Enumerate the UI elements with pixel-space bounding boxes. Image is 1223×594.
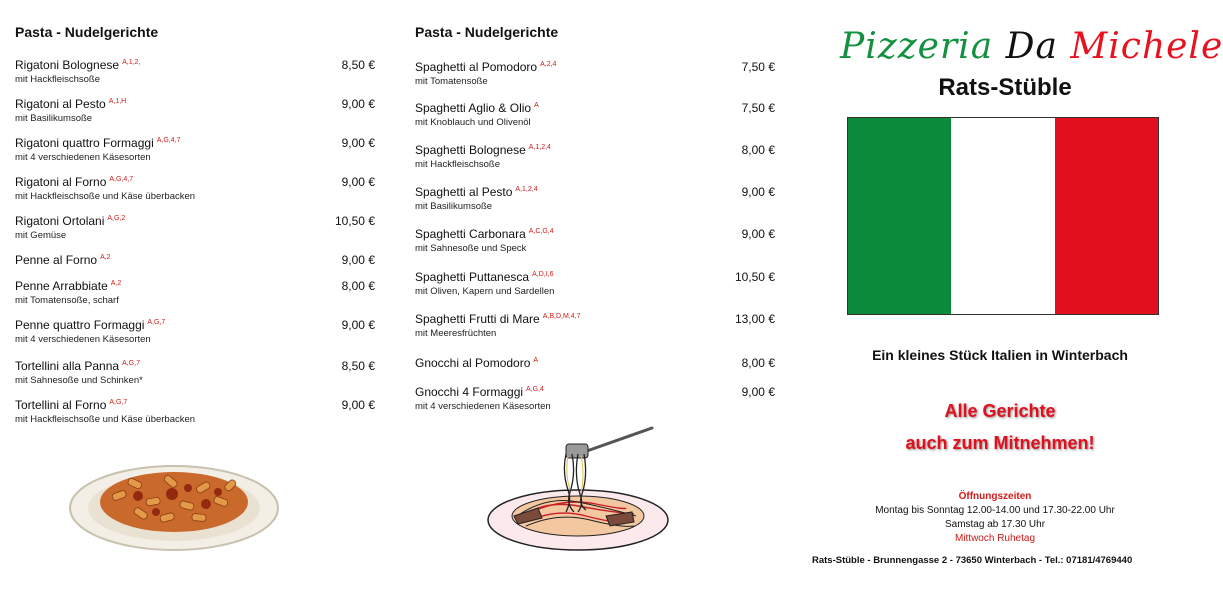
menu-item-name: Spaghetti al Pesto $^{A,1,2,4}$ — [415, 185, 538, 199]
menu-item-name: Rigatoni al Pesto $^{A,1,H}$ — [15, 97, 127, 111]
menu-item-price: 7,50 € — [741, 101, 775, 115]
menu-item — [415, 185, 775, 219]
allergen-codes: A,D,I,6 — [532, 271, 554, 278]
allergen-codes: A,G,2 — [107, 215, 126, 222]
allergen-codes: A,1,2,4 — [528, 144, 551, 151]
menu-item-price: 9,00 € — [341, 97, 375, 111]
flag-stripe-white — [951, 118, 1054, 314]
menu-item-description: mit Sahnesoße und Schinken* — [15, 375, 143, 386]
menu-item-price: 8,50 € — [341, 58, 375, 72]
hours-line-weekdays: Montag bis Sonntag 12.00-14.00 und 17.30-22.00 Uhr — [875, 505, 1115, 516]
menu-item-description: mit Basilikumsoße — [15, 113, 93, 124]
menu-item — [15, 97, 375, 131]
section-title: Pasta - Nudelgerichte — [15, 24, 159, 40]
hours-line-closed: Mittwoch Ruhetag — [954, 533, 1036, 544]
rigatoni-plate-photo — [68, 458, 280, 552]
menu-item-name: Spaghetti Bolognese $^{A,1,2,4}$ — [415, 143, 551, 157]
menu-item-price: 9,00 € — [341, 175, 375, 189]
menu-item-name: Spaghetti Aglio & Olio $^A$ — [415, 101, 539, 115]
allergen-codes: A,C,G,4 — [528, 228, 554, 235]
allergen-codes: A,G,7 — [109, 399, 128, 406]
menu-item-name: Gnocchi al Pomodoro $^A$ — [415, 356, 539, 370]
menu-item — [15, 175, 375, 209]
menu-item-price: 9,00 € — [741, 185, 775, 199]
menu-item — [415, 385, 775, 419]
menu-item-price: 9,00 € — [741, 227, 775, 241]
menu-item-price: 9,00 € — [341, 253, 375, 267]
menu-item-price: 8,00 € — [741, 356, 775, 370]
allergen-codes: A,G,4 — [526, 386, 544, 393]
menu-item-name: Tortellini alla Panna $^{A,G,7}$ — [15, 359, 140, 373]
allergen-codes: A,2 — [100, 254, 111, 261]
contact-footer: Rats-Stüble - Brunnengasse 2 - 73650 Winterbach - Tel.: 07181/4769440 — [812, 555, 1133, 566]
menu-item-description: mit Sahnesoße und Speck — [415, 243, 527, 254]
allergen-codes: A,1,2, — [122, 59, 141, 66]
hours-line-saturday: Samstag ab 17.30 Uhr — [944, 519, 1046, 530]
menu-item-description: mit Tomatensoße — [415, 76, 488, 87]
tagline: Ein kleines Stück Italien in Winterbach — [872, 347, 1128, 363]
restaurant-logo — [840, 26, 1223, 67]
menu-item — [415, 312, 775, 346]
menu-item-price: 8,00 € — [741, 143, 775, 157]
takeaway-notice — [860, 395, 1140, 459]
menu-item-price: 9,00 € — [341, 136, 375, 150]
menu-item-name: Spaghetti Carbonara $^{A,C,G,4}$ — [415, 227, 554, 241]
takeaway-line-2: auch zum Mitnehmen! — [905, 433, 1095, 453]
menu-item — [15, 398, 375, 432]
spaghetti-fork-illustration — [486, 420, 674, 554]
allergen-codes: A,G,7 — [147, 319, 166, 326]
opening-hours — [840, 490, 1150, 546]
menu-item — [15, 318, 375, 352]
menu-item-description: mit Hackfleischsoße und Käse überbacken — [15, 414, 196, 425]
restaurant-subtitle: Rats-Stüble — [938, 74, 1072, 101]
menu-item-description: mit Hackfleischsoße — [415, 159, 500, 170]
menu-item-price: 10,50 € — [734, 270, 775, 284]
menu-item-name: Rigatoni quattro Formaggi $^{A,G,4,7}$ — [15, 136, 181, 150]
menu-item-name: Rigatoni Bolognese $^{A,1,2,}$ — [15, 58, 141, 72]
menu-item-description: mit Basilikumsoße — [415, 201, 493, 212]
hours-heading: Öffnungszeiten — [958, 491, 1032, 502]
brand-header — [840, 26, 1223, 101]
menu-item-description: mit 4 verschiedenen Käsesorten — [15, 334, 151, 345]
menu-item-price: 10,50 € — [334, 214, 375, 228]
flag-stripe-red — [1055, 118, 1158, 314]
takeaway-line-1: Alle Gerichte — [944, 401, 1056, 421]
menu-item-price: 8,50 € — [341, 359, 375, 373]
menu-item — [415, 227, 775, 261]
logo-word-michele: Michele — [1070, 26, 1223, 67]
menu-item-name: Spaghetti Frutti di Mare $^{A,B,D,M,4,7}$ — [415, 312, 581, 326]
menu-item-price: 9,00 € — [341, 398, 375, 412]
allergen-codes: A,G,4,7 — [156, 137, 181, 144]
menu-item-name: Penne Arrabbiate $^{A,2}$ — [15, 279, 122, 293]
menu-item — [15, 58, 375, 92]
menu-item — [15, 359, 375, 393]
menu-item-name: Rigatoni Ortolani $^{A,G,2}$ — [15, 214, 126, 228]
menu-item-description: mit Oliven, Kapern und Sardellen — [415, 286, 555, 297]
flag-stripe-green — [848, 118, 951, 314]
menu-item-description: mit Hackfleischsoße und Käse überbacken — [15, 191, 196, 202]
menu-item-name: Tortellini al Forno $^{A,G,7}$ — [15, 398, 128, 412]
logo-word-pizzeria: Pizzeria — [840, 26, 994, 67]
italian-flag — [847, 117, 1159, 315]
menu-item-description: mit Tomatensoße, scharf — [15, 295, 119, 306]
menu-item — [415, 101, 775, 135]
allergen-codes: A — [534, 102, 539, 109]
menu-item — [415, 143, 775, 177]
menu-item-description: mit 4 verschiedenen Käsesorten — [15, 152, 151, 163]
allergen-codes: A,G,4,7 — [109, 176, 134, 183]
allergen-codes: A,2 — [110, 280, 122, 287]
menu-item-name: Penne al Forno $^{A,2}$ — [15, 253, 111, 267]
menu-item-name: Penne quattro Formaggi $^{A,G,7}$ — [15, 318, 166, 332]
allergen-codes: A,B,D,M,4,7 — [542, 313, 581, 320]
menu-item-name: Spaghetti al Pomodoro $^{A,2,4}$ — [415, 60, 557, 74]
menu-item-description: mit Meeresfrüchten — [415, 328, 497, 339]
menu-item — [415, 60, 775, 94]
logo-word-da: Da — [1005, 26, 1058, 67]
menu-item-description: mit Gemüse — [15, 230, 67, 241]
section-title: Pasta - Nudelgerichte — [415, 24, 559, 40]
menu-item-name: Rigatoni al Forno $^{A,G,4,7}$ — [15, 175, 134, 189]
menu-item-description: mit Hackfleischsoße — [15, 74, 100, 85]
menu-item-description: mit 4 verschiedenen Käsesorten — [415, 401, 551, 412]
menu-item-description: mit Knoblauch und Olivenöl — [415, 117, 531, 128]
allergen-codes: A,1,2,4 — [515, 186, 538, 193]
allergen-codes: A — [533, 357, 539, 364]
menu-item-name: Spaghetti Puttanesca $^{A,D,I,6}$ — [415, 270, 554, 284]
menu-item — [415, 270, 775, 304]
menu-item — [15, 279, 375, 313]
allergen-codes: A,1,H — [108, 98, 127, 105]
menu-item-price: 8,00 € — [341, 279, 375, 293]
menu-item — [15, 136, 375, 170]
menu-item-price: 9,00 € — [741, 385, 775, 399]
menu-item-price: 9,00 € — [341, 318, 375, 332]
allergen-codes: A,G,7 — [122, 360, 140, 367]
menu-item-price: 13,00 € — [734, 312, 775, 326]
menu-item-name: Gnocchi 4 Formaggi $^{A,G,4}$ — [415, 385, 544, 399]
menu-item-price: 7,50 € — [741, 60, 775, 74]
allergen-codes: A,2,4 — [540, 61, 557, 68]
menu-item — [15, 214, 375, 248]
